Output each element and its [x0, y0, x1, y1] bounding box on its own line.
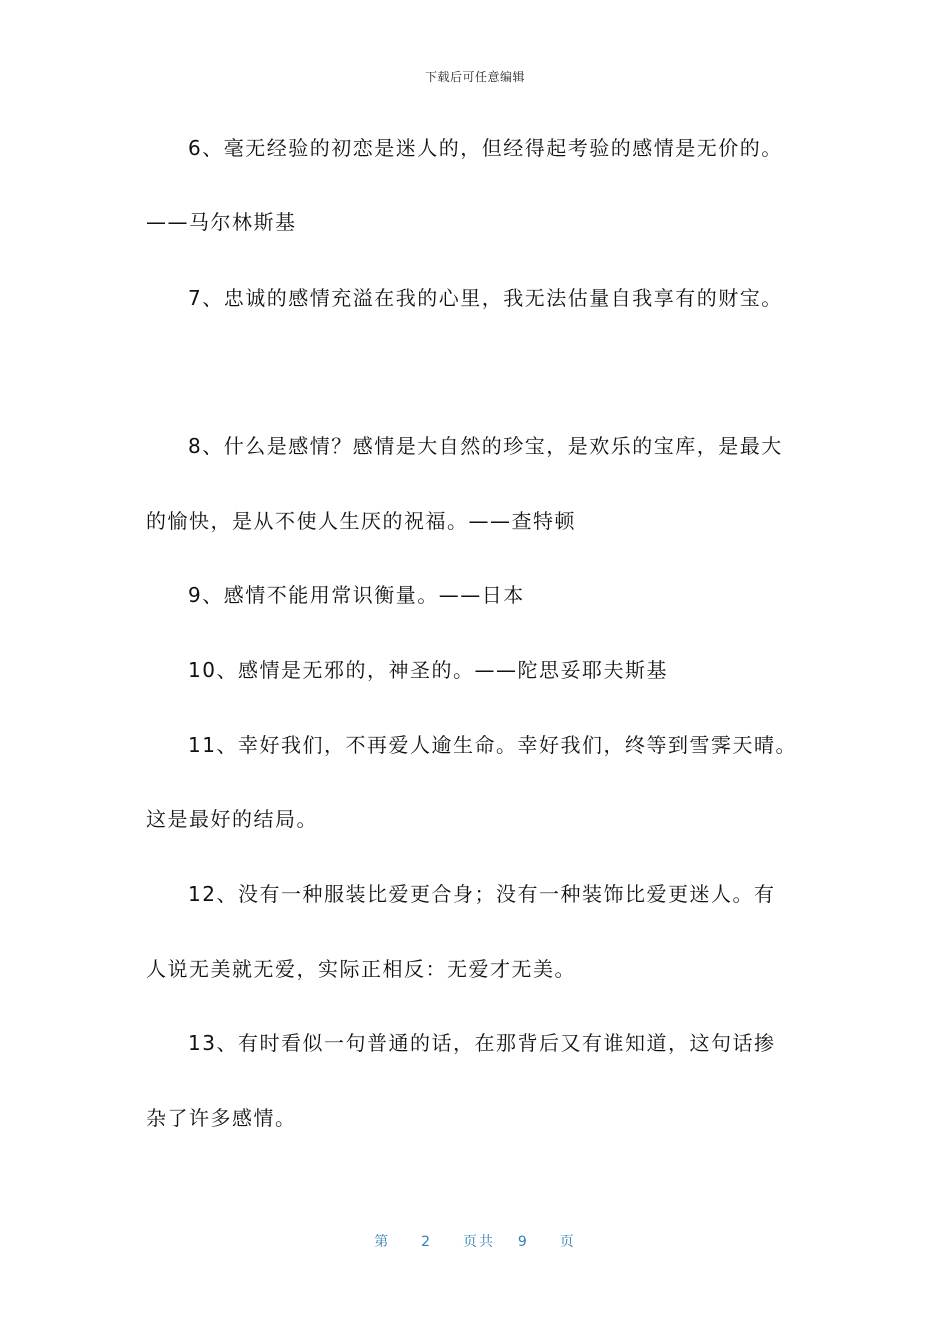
quote-10-line-1: 10、感情是无邪的，神圣的。——陀思妥耶夫斯基: [188, 658, 668, 682]
footer-prefix: 第: [374, 1234, 391, 1250]
footer-total-pages: 9: [517, 1234, 529, 1250]
quote-11-line-1: 11、幸好我们，不再爱人逾生命。幸好我们，终等到雪霁天晴。: [188, 733, 797, 757]
quote-13-line-2: 杂了许多感情。: [146, 1106, 297, 1130]
quote-6-line-2: ——马尔林斯基: [146, 210, 297, 234]
footer-current-page: 2: [421, 1234, 433, 1250]
header-note: 下载后可任意编辑: [424, 70, 525, 84]
footer-suffix: 页: [559, 1234, 576, 1250]
quote-9-line-1: 9、感情不能用常识衡量。——日本: [188, 583, 525, 607]
page-footer: [0, 1231, 950, 1251]
quote-12-line-1: 12、没有一种服装比爱更合身；没有一种装饰比爱更迷人。有: [188, 882, 776, 906]
quote-12-line-2: 人说无美就无爱，实际正相反：无爱才无美。: [146, 957, 576, 981]
quote-7-line-1: 7、忠诚的感情充溢在我的心里，我无法估量自我享有的财宝。: [188, 286, 783, 310]
quote-13-line-1: 13、有时看似一句普通的话，在那背后又有谁知道，这句话掺: [188, 1031, 776, 1055]
footer-middle: 页共: [463, 1234, 495, 1250]
quote-11-line-2: 这是最好的结局。: [146, 807, 318, 831]
quote-8-line-1: 8、什么是感情？感情是大自然的珍宝，是欢乐的宝库，是最大: [188, 434, 783, 458]
quote-8-line-2: 的愉快，是从不使人生厌的祝福。——查特顿: [146, 509, 576, 533]
quote-6-line-1: 6、毫无经验的初恋是迷人的，但经得起考验的感情是无价的。: [188, 136, 783, 160]
